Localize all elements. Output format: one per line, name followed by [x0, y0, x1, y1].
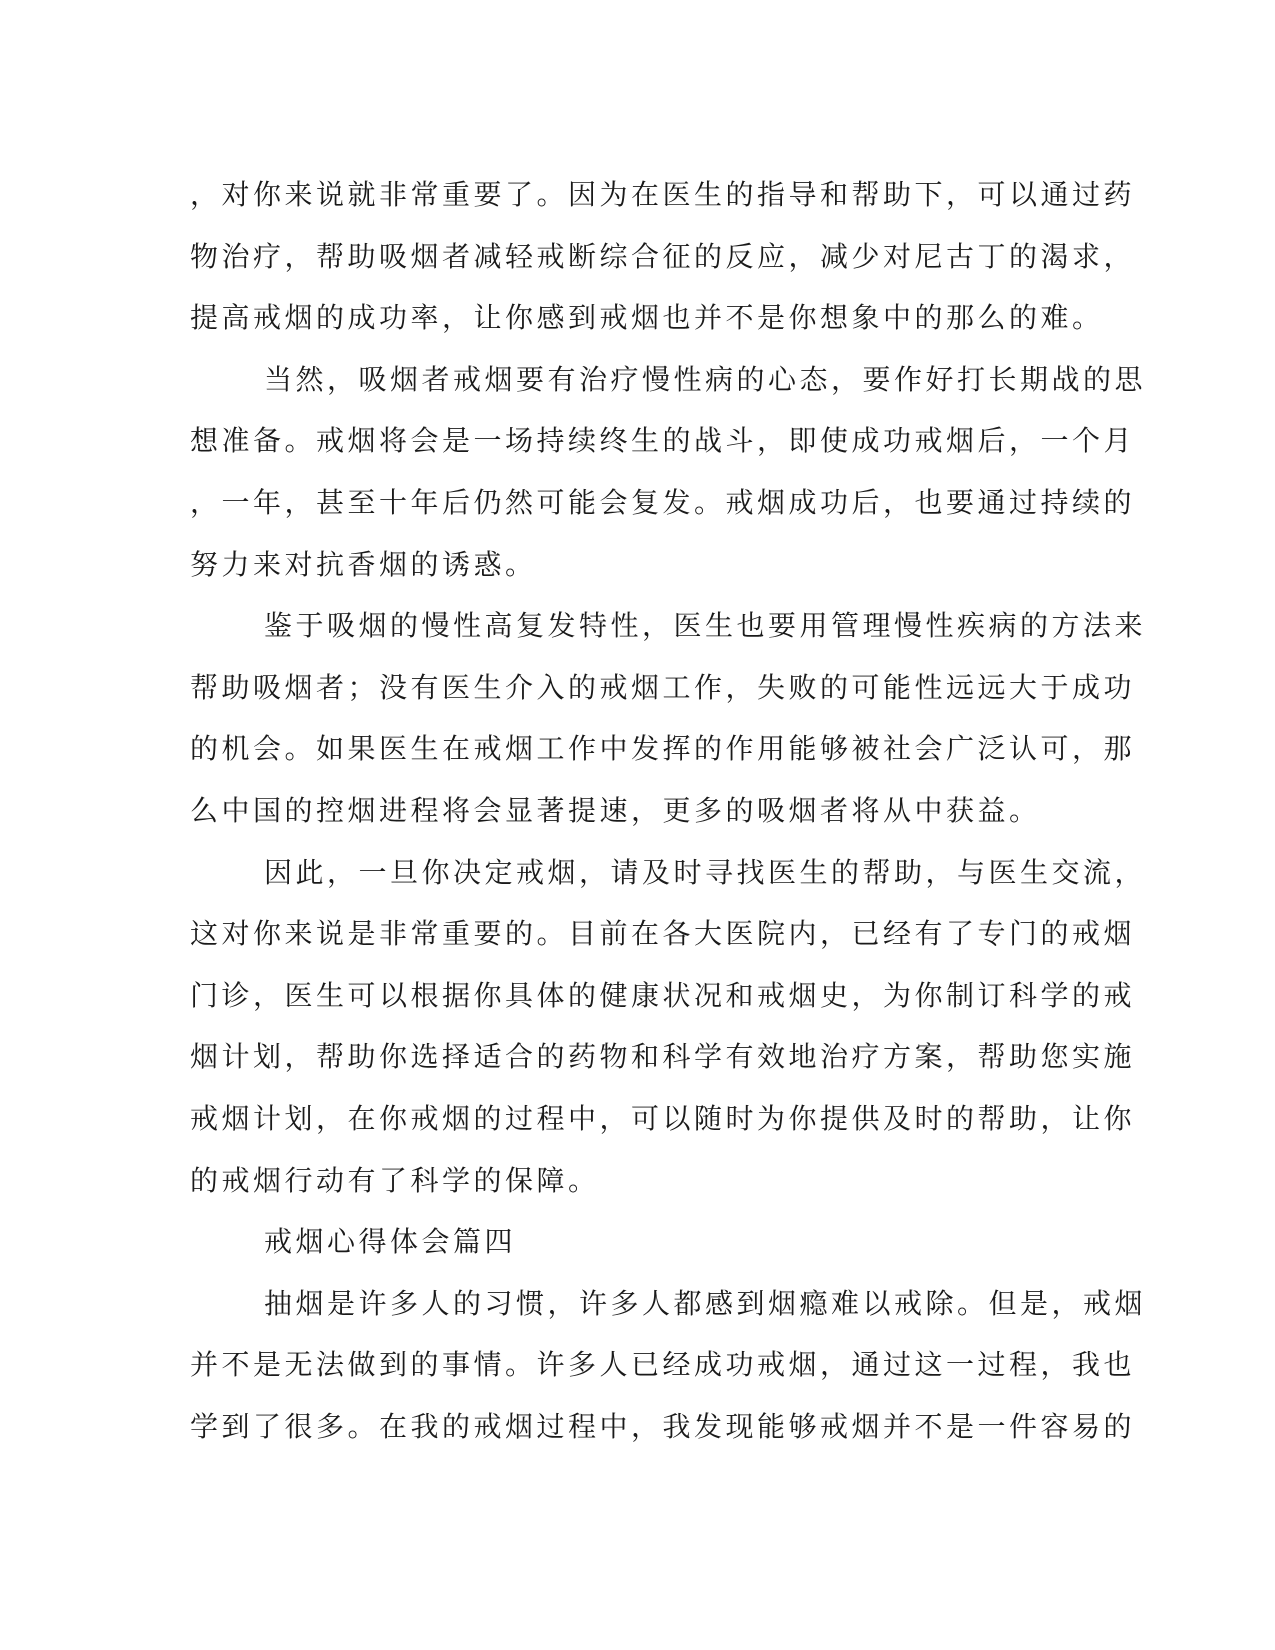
- text-line: 并不是无法做到的事情。许多人已经成功戒烟，通过这一过程，我也: [190, 1348, 1136, 1382]
- text-line: 帮助吸烟者；没有医生介入的戒烟工作，失败的可能性远远大于成功: [190, 670, 1136, 704]
- text-line: 提高戒烟的成功率，让你感到戒烟也并不是你想象中的那么的难。: [190, 301, 1104, 335]
- text-line: ，一年，甚至十年后仍然可能会复发。戒烟成功后，也要通过持续的: [190, 485, 1136, 519]
- text-line: 想准备。戒烟将会是一场持续终生的战斗，即使成功戒烟后，一个月: [190, 424, 1136, 458]
- text-line: 烟计划，帮助你选择适合的药物和科学有效地治疗方案，帮助您实施: [190, 1040, 1136, 1074]
- text-line: 学到了很多。在我的戒烟过程中，我发现能够戒烟并不是一件容易的: [190, 1409, 1136, 1443]
- body-text: [190, 164, 1147, 1457]
- paragraph-start-line: 鉴于吸烟的慢性高复发特性，医生也要用管理慢性疾病的方法来: [264, 609, 1147, 643]
- text-line: 戒烟计划，在你戒烟的过程中，可以随时为你提供及时的帮助，让你: [190, 1101, 1136, 1135]
- text-line: 这对你来说是非常重要的。目前在各大医院内，已经有了专门的戒烟: [190, 917, 1136, 951]
- paragraph-start-line: 抽烟是许多人的习惯，许多人都感到烟瘾难以戒除。但是，戒烟: [264, 1286, 1147, 1320]
- text-line: 的机会。如果医生在戒烟工作中发挥的作用能够被社会广泛认可，那: [190, 732, 1136, 766]
- text-line: 物治疗，帮助吸烟者减轻戒断综合征的反应，减少对尼古丁的渴求，: [190, 239, 1136, 273]
- text-line: 门诊，医生可以根据你具体的健康状况和戒烟史，为你制订科学的戒: [190, 978, 1136, 1012]
- paragraph-start-line: 戒烟心得体会篇四: [264, 1225, 517, 1259]
- text-line: ，对你来说就非常重要了。因为在医生的指导和帮助下，可以通过药: [190, 178, 1136, 211]
- text-line: 努力来对抗香烟的诱惑。: [190, 547, 537, 581]
- paragraph-start-line: 因此，一旦你决定戒烟，请及时寻找医生的帮助，与医生交流，: [264, 855, 1147, 889]
- text-line: 么中国的控烟进程将会显著提速，更多的吸烟者将从中获益。: [190, 793, 1041, 827]
- paragraph-start-line: 当然，吸烟者戒烟要有治疗慢性病的心态，要作好打长期战的思: [264, 362, 1147, 396]
- text-line: 的戒烟行动有了科学的保障。: [190, 1163, 600, 1197]
